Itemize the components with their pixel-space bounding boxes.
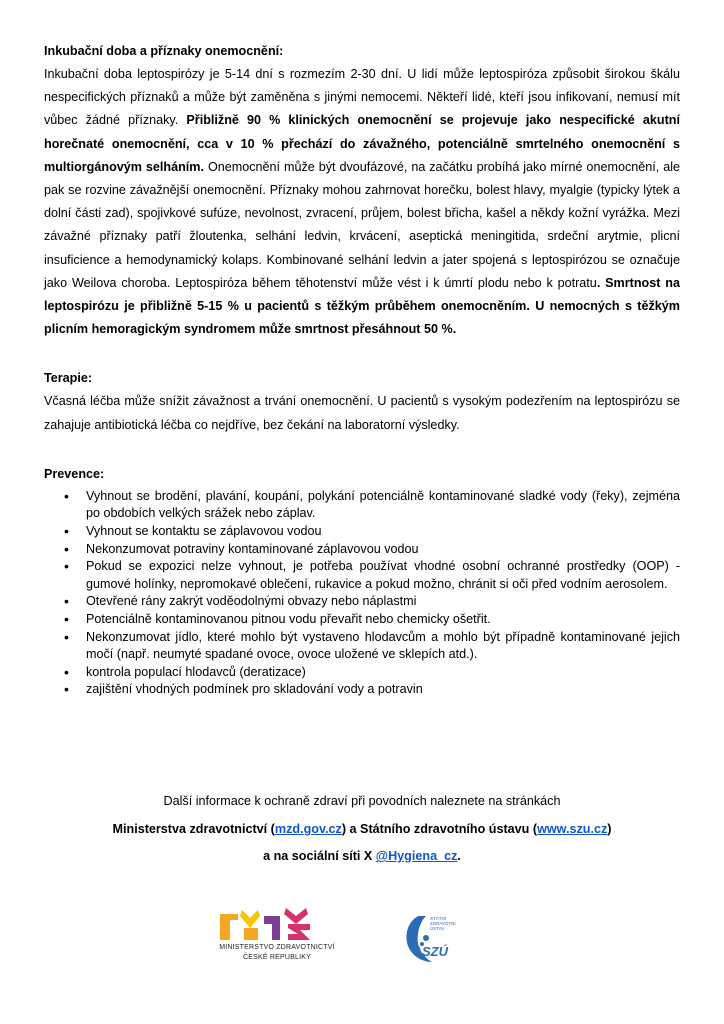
heading-therapy: Terapie: — [44, 371, 93, 386]
paragraph-therapy: Včasná léčba může snížit závažnost a trvání onemocnění. U pacientů s vysokým podezřením na leptospirózu se zahajuje antibiotická léčba co nejdříve, bez čekání na laboratorní výsledky. — [44, 394, 680, 432]
mz-logo-text — [214, 943, 340, 963]
footer-social-line — [0, 849, 724, 863]
incubation-text-1: Inkubační doba leptospirózy je 5-14 dní s rozmezím 2-30 dní. U lidí může leptospiróza způsobit širokou škálu nespecifických příznaků a může být zaměněna s jinými nemocemi. Někteří lidé, kteří jsou infikovaní, nemusí mít vůbec žádné příznaky. — [44, 67, 680, 128]
link-mzd[interactable]: mzd.gov.cz — [274, 822, 342, 836]
list-item: • Vyhnout se kontaktu se záplavovou vodou — [44, 523, 680, 541]
footer-social-text: a na sociální síti X — [263, 849, 376, 863]
szu-logo-graphic — [400, 908, 460, 968]
paragraph-incubation — [44, 63, 680, 341]
list-item: • Otevřené rány zakrýt voděodolnými obvazy nebo náplastmi — [44, 593, 680, 611]
incubation-bold-2: . Smrtnost na leptospirózu je přibližně 5-15 % u pacientů s těžkým průběhem onemocněním. U nemocných s těžkým plicním hemoragickým syndromem může smrtnost přesáhnout 50 %. — [44, 275, 680, 337]
logos-row — [0, 906, 724, 976]
incubation-text-2: Onemocnění může být dvoufázové, na začátku probíhá jako mírné onemocnění, ale pak se rozvine závažnější onemocnění. Příznaky mohou zahrnovat horečku, bolest hlavy, myalgie (typicky lýtek a dolní části zad), spojivkové sufúze, nevolnost, zvracení, průjem, bolest břicha, kašel a někdy kožní vyrážka. Mezi závažné příznaky patří žloutenka, selhání ledvin, krvácení, aseptická meningitida, srdeční arytmie, plicní insuficience a hemodynamický kolaps. Kombinované selhání ledvin a jater spojená s leptospirózou se označuje jako Weilova choroba. Leptospiróza během těhotenství může vést i k úmrtí plodu nebo k potratu — [44, 159, 680, 290]
footer-links-line — [0, 822, 724, 836]
mz-logo — [214, 906, 340, 970]
mz-logo-graphic — [214, 906, 340, 942]
szu-logo-small-2: ZDRAVOTNÍ — [430, 921, 456, 926]
footer-info-line: Další informace k ochraně zdraví při povodních naleznete na stránkách — [163, 794, 561, 808]
link-hygiena-x[interactable]: @Hygiena_cz — [375, 849, 458, 863]
footer-szu-text: ) a Státního zdravotního ústavu ( — [341, 822, 538, 836]
list-item: • Pokud se expozici nelze vyhnout, je potřeba používat vhodné osobní ochranné prostředky (OOP) - gumové holínky, nepromokavé oblečení, rukavice a pokud možno, chránit si oči před vodním aerosolem. — [44, 558, 680, 593]
list-item: • Potenciálně kontaminovanou pitnou vodu převařit nebo chemicky ošetřit. — [44, 611, 680, 629]
szu-logo-small-3: ÚSTAV — [430, 926, 445, 931]
footer-period: . — [457, 849, 461, 863]
prevention-list — [44, 488, 680, 699]
heading-prevention: Prevence: — [44, 466, 105, 481]
link-szu[interactable]: www.szu.cz — [537, 822, 608, 836]
list-item: • Nekonzumovat jídlo, které mohlo být vystaveno hlodavcům a mohlo být případně kontaminované jejich močí (např. neumyté spadané ovoce, ovoce uložené ve sklepích atd.). — [44, 629, 680, 664]
list-item: • kontrola populací hlodavců (deratizace) — [44, 664, 680, 682]
szu-logo — [400, 908, 460, 968]
szu-logo-mark: SZÚ — [422, 944, 448, 959]
heading-incubation: Inkubační doba a příznaky onemocnění: — [44, 44, 284, 58]
mz-logo-line2: ČESKÉ REPUBLIKY — [243, 954, 311, 961]
footer-mz-text: Ministerstva zdravotnictví ( — [112, 822, 275, 836]
list-item: • Vyhnout se brodění, plavání, koupání, polykání potenciálně kontaminované sladké vody (řeky), zejména po obdobích velkých srážek nebo záplav. — [44, 488, 680, 523]
list-item: • zajištění vhodných podmínek pro skladování vody a potravin — [44, 681, 680, 699]
mz-logo-line1: MINISTERSTVO ZDRAVOTNICTVÍ — [219, 944, 335, 951]
document-body — [44, 40, 680, 699]
incubation-bold-1: Přibližně 90 % klinických onemocnění se projevuje jako nespecifické akutní horečnaté onemocnění, cca v 10 % přechází do závažného, potenciálně smrtelného onemocnění s multiorgánovým selháním. — [44, 113, 681, 174]
szu-logo-small-1: STÁTNÍ — [430, 916, 447, 921]
footer-close-paren: ) — [607, 822, 612, 836]
list-item: • Nekonzumovat potraviny kontaminované záplavovou vodou — [44, 541, 680, 559]
